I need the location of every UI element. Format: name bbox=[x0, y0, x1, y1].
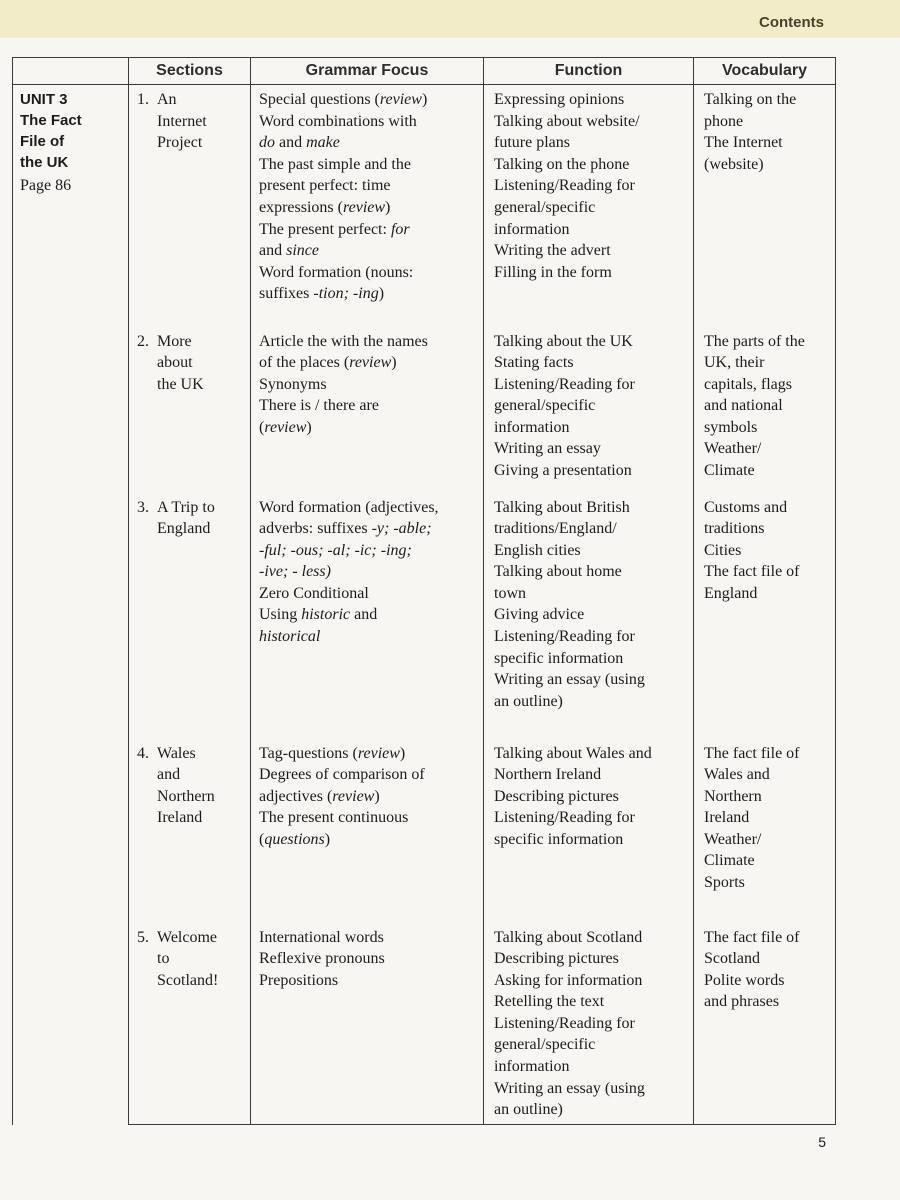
function-cell: Talking about British traditions/England/ English cities Talking about home town Giving advice Listening/Reading for specific information Writing an essay (using an outline) bbox=[484, 493, 694, 739]
unit-column-header bbox=[13, 58, 129, 85]
vocabulary-cell: The fact file of Wales and Northern Ireland Weather/ Climate Sports bbox=[694, 739, 836, 923]
column-header-sections: Sections bbox=[129, 58, 251, 85]
section-cell bbox=[129, 923, 251, 1125]
vocabulary-cell: The fact file of Scotland Polite words and phrases bbox=[694, 923, 836, 1125]
section-number: 3. bbox=[137, 498, 149, 516]
table-row bbox=[13, 85, 836, 327]
function-cell: Talking about the UK Stating facts Listening/Reading for general/specific information Writing an essay Giving a presentation bbox=[484, 327, 694, 493]
contents-header: Contents bbox=[759, 14, 824, 31]
table-row bbox=[13, 327, 836, 493]
vocabulary-cell: The parts of the UK, their capitals, flags and national symbols Weather/ Climate bbox=[694, 327, 836, 493]
table-row bbox=[13, 923, 836, 1125]
vocabulary-cell: Talking on the phone The Internet (website) bbox=[694, 85, 836, 327]
column-header-function: Function bbox=[484, 58, 694, 85]
section-number: 2. bbox=[137, 332, 149, 350]
table-row bbox=[13, 493, 836, 739]
page-number: 5 bbox=[818, 1134, 826, 1150]
section-cell bbox=[129, 739, 251, 923]
grammar-cell: Article the with the names of the places (review) Synonyms There is / there are (review) bbox=[251, 327, 484, 493]
function-cell: Talking about Scotland Describing pictures Asking for information Retelling the text Listening/Reading for general/specific information Writing an essay (using an outline) bbox=[484, 923, 694, 1125]
unit-page: Page 86 bbox=[20, 177, 72, 194]
section-name: Welcome to Scotland! bbox=[157, 928, 219, 989]
grammar-cell: Tag-questions (review) Degrees of comparison of adjectives (review) The present continuous (questions) bbox=[251, 739, 484, 923]
section-name: A Trip to England bbox=[157, 498, 215, 538]
section-cell bbox=[129, 327, 251, 493]
contents-table bbox=[12, 57, 836, 1125]
section-name: Wales and Northern Ireland bbox=[157, 744, 215, 827]
section-number: 4. bbox=[137, 744, 149, 762]
unit-title: UNIT 3 The Fact File of the UK bbox=[20, 91, 82, 171]
column-header-vocabulary: Vocabulary bbox=[694, 58, 836, 85]
section-cell bbox=[129, 493, 251, 739]
table-header-row bbox=[13, 58, 836, 85]
section-name: More about the UK bbox=[157, 332, 204, 393]
section-cell bbox=[129, 85, 251, 327]
unit-cell bbox=[13, 85, 129, 1125]
table-row bbox=[13, 739, 836, 923]
grammar-cell: International words Reflexive pronouns Prepositions bbox=[251, 923, 484, 1125]
section-number: 5. bbox=[137, 928, 149, 946]
vocabulary-cell: Customs and traditions Cities The fact file of England bbox=[694, 493, 836, 739]
section-number: 1. bbox=[137, 91, 149, 108]
section-name: An Internet Project bbox=[157, 91, 207, 152]
function-cell: Talking about Wales and Northern Ireland Describing pictures Listening/Reading for specific information bbox=[484, 739, 694, 923]
column-header-grammar: Grammar Focus bbox=[251, 58, 484, 85]
function-cell: Expressing opinions Talking about website/ future plans Talking on the phone Listening/Reading for general/specific information Writing the advert Filling in the form bbox=[484, 85, 694, 327]
grammar-cell: Special questions (review) Word combinations with do and make The past simple and the present perfect: time expressions (review) The present perfect: for and since Word formation (nouns: suffixes -tion; -ing) bbox=[251, 85, 484, 327]
grammar-cell: Word formation (adjectives, adverbs: suffixes -y; -able; -ful; -ous; -al; -ic; -ing; -ive; - less) Zero Conditional Using historic and historical bbox=[251, 493, 484, 739]
